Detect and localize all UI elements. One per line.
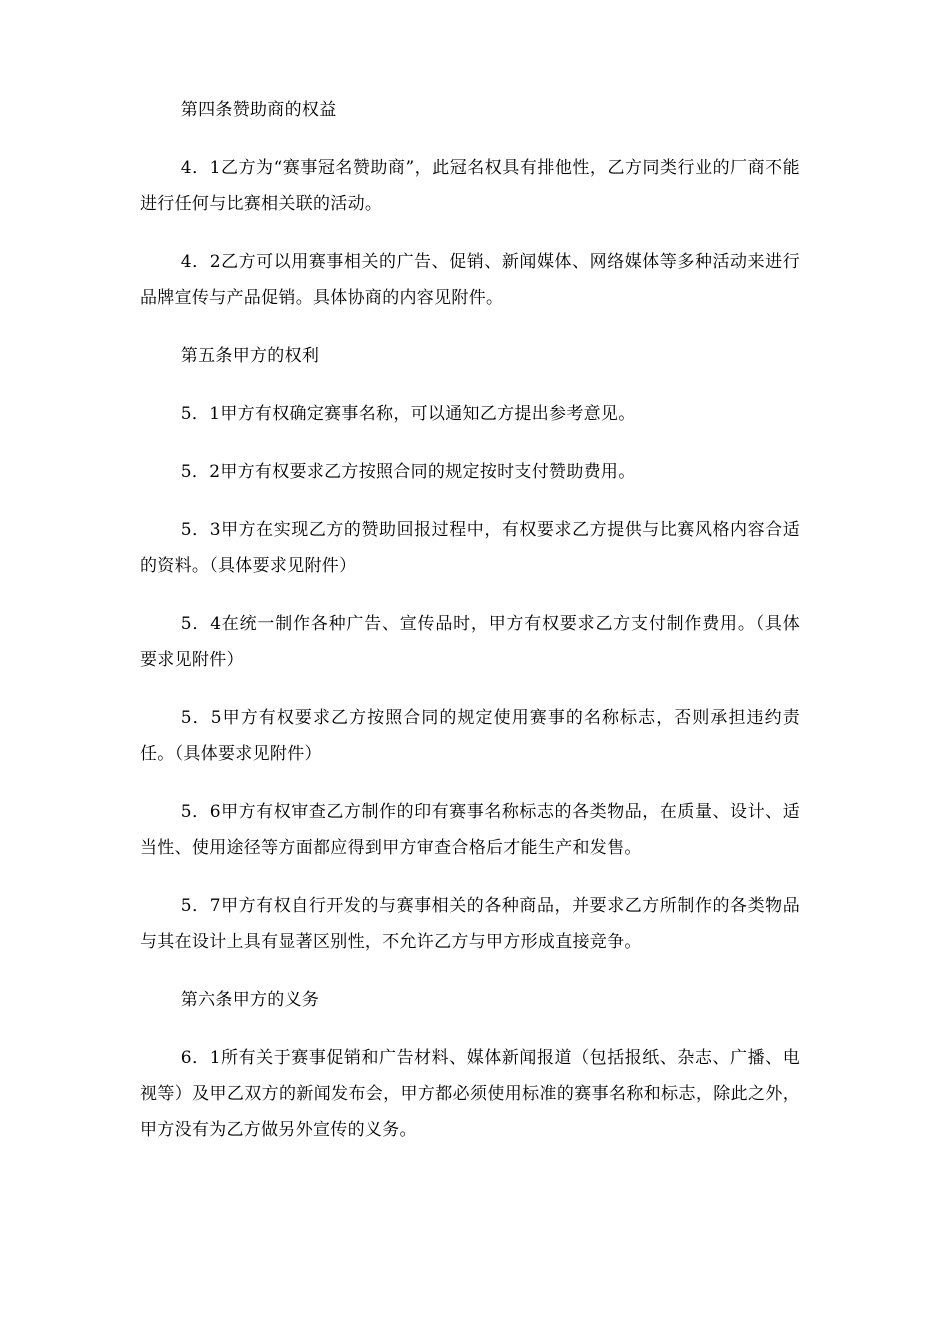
clause-4-1: 4．1乙方为“赛事冠名赞助商”，此冠名权具有排他性，乙方同类行业的厂商不能进行任何与比赛相关联的活动。	[140, 158, 800, 214]
clause-5-7: 5．7甲方有权自行开发的与赛事相关的各种商品，并要求乙方所制作的各类物品与其在设计上具有显著区别性，不允许乙方与甲方形成直接竞争。	[140, 896, 800, 952]
clause-5-4: 5．4在统一制作各种广告、宣传品时，甲方有权要求乙方支付制作费用。（具体要求见附件）	[140, 614, 800, 670]
clause-5-5: 5．5甲方有权要求乙方按照合同的规定使用赛事的名称标志，否则承担违约责任。（具体要求见附件）	[140, 708, 800, 764]
article-6-heading: 第六条甲方的义务	[180, 990, 320, 1010]
clause-6-1: 6．1所有关于赛事促销和广告材料、媒体新闻报道（包括报纸、杂志、广播、电视等）及甲乙双方的新闻发布会，甲方都必须使用标准的赛事名称和标志，除此之外，甲方没有为乙方做另外宣传的义务。	[140, 1048, 800, 1140]
article-5-heading: 第五条甲方的权利	[180, 346, 320, 366]
clause-4-2: 4．2乙方可以用赛事相关的广告、促销、新闻媒体、网络媒体等多种活动来进行品牌宣传与产品促销。具体协商的内容见附件。	[140, 252, 800, 308]
clause-5-1: 5．1甲方有权确定赛事名称，可以通知乙方提出参考意见。	[180, 404, 636, 424]
article-4-heading: 第四条赞助商的权益	[180, 100, 337, 120]
clause-5-3: 5．3甲方在实现乙方的赞助回报过程中，有权要求乙方提供与比赛风格内容合适的资料。（具体要求见附件）	[140, 520, 800, 576]
clause-5-2: 5．2甲方有权要求乙方按照合同的规定按时支付赞助费用。	[180, 462, 636, 482]
clause-5-6: 5．6甲方有权审查乙方制作的印有赛事名称标志的各类物品，在质量、设计、适当性、使用途径等方面都应得到甲方审查合格后才能生产和发售。	[140, 802, 800, 858]
